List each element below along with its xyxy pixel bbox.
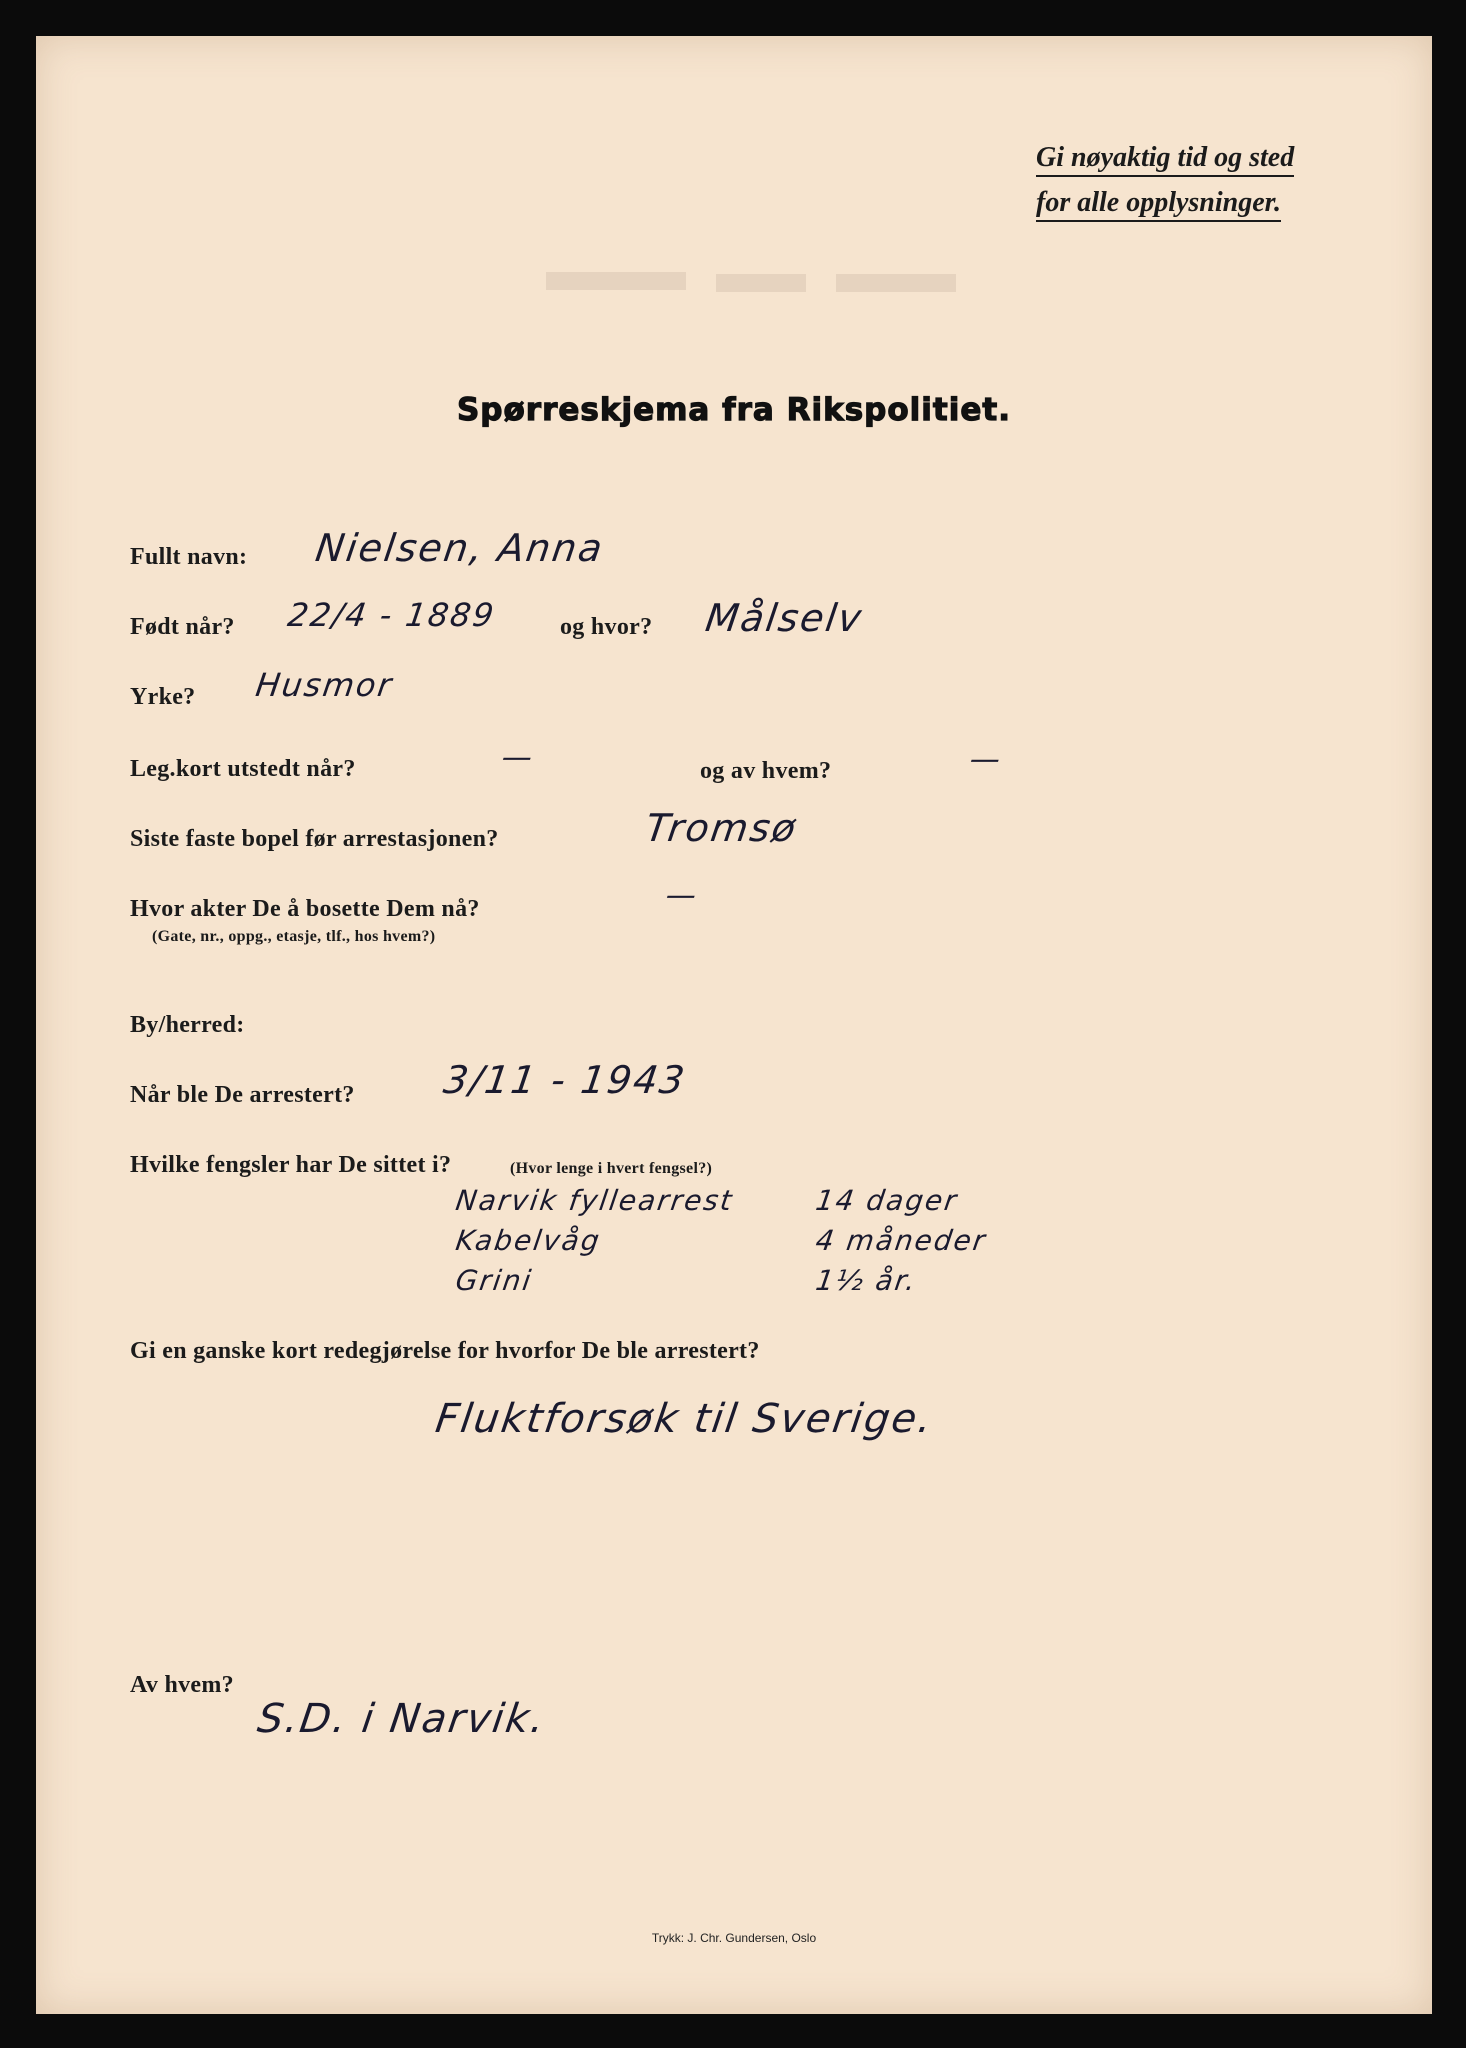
name-label: Fullt navn: — [130, 544, 248, 570]
id-card-label: Leg.kort utstedt når? — [130, 756, 356, 782]
born-value: 22/4 - 1889 — [285, 596, 498, 634]
prison-duration: 4 måneder — [813, 1224, 989, 1257]
prison-place: Grini — [453, 1264, 535, 1297]
notice-line-1: Gi nøyaktig tid og sted — [1036, 142, 1294, 177]
prison-duration: 1½ år. — [813, 1264, 920, 1297]
prison-place: Kabelvåg — [453, 1224, 604, 1257]
reason-label: Gi en ganske kort redegjørelse for hvorfor De ble arrestert? — [130, 1338, 760, 1364]
id-card-value: — — [499, 740, 537, 775]
instruction-notice — [1036, 142, 1294, 222]
arrested-value: 3/11 - 1943 — [440, 1058, 690, 1102]
id-by-value: — — [967, 742, 1005, 777]
born-label: Født når? — [130, 614, 235, 640]
notice-line-2: for alle opplysninger. — [1036, 187, 1281, 222]
born-where-value: Målselv — [702, 596, 866, 640]
settle-label: Hvor akter De å bosette Dem nå? — [130, 896, 480, 922]
settle-value: — — [663, 878, 701, 913]
by-whom-label: Av hvem? — [130, 1672, 234, 1698]
bleed-through-mark — [546, 272, 686, 290]
residence-label: Siste faste bopel før arrestasjonen? — [130, 826, 499, 852]
town-label: By/herred: — [130, 1012, 245, 1038]
born-where-label: og hvor? — [560, 614, 653, 640]
reason-value: Fluktforsøk til Sverige. — [432, 1396, 937, 1442]
settle-hint: (Gate, nr., oppg., etasje, tlf., hos hvem?) — [152, 928, 436, 945]
occupation-label: Yrke? — [130, 684, 196, 710]
prison-duration: 14 dager — [813, 1184, 961, 1217]
by-whom-value: S.D. i Narvik. — [254, 1696, 549, 1742]
name-value: Nielsen, Anna — [312, 526, 607, 570]
questionnaire-page — [36, 36, 1432, 2014]
arrested-label: Når ble De arrestert? — [130, 1082, 355, 1108]
bleed-through-mark — [836, 274, 956, 292]
bleed-through-mark — [716, 274, 806, 292]
residence-value: Tromsø — [642, 806, 801, 850]
prisons-label: Hvilke fengsler har De sittet i? — [130, 1152, 452, 1178]
form-title: Spørreskjema fra Rikspolitiet. — [456, 392, 1011, 428]
occupation-value: Husmor — [253, 666, 396, 704]
prison-place: Narvik fyllearrest — [453, 1184, 736, 1217]
printer-imprint: Trykk: J. Chr. Gundersen, Oslo — [651, 1931, 817, 1945]
id-by-label: og av hvem? — [700, 758, 832, 784]
prisons-hint: (Hvor lenge i hvert fengsel?) — [510, 1160, 713, 1177]
